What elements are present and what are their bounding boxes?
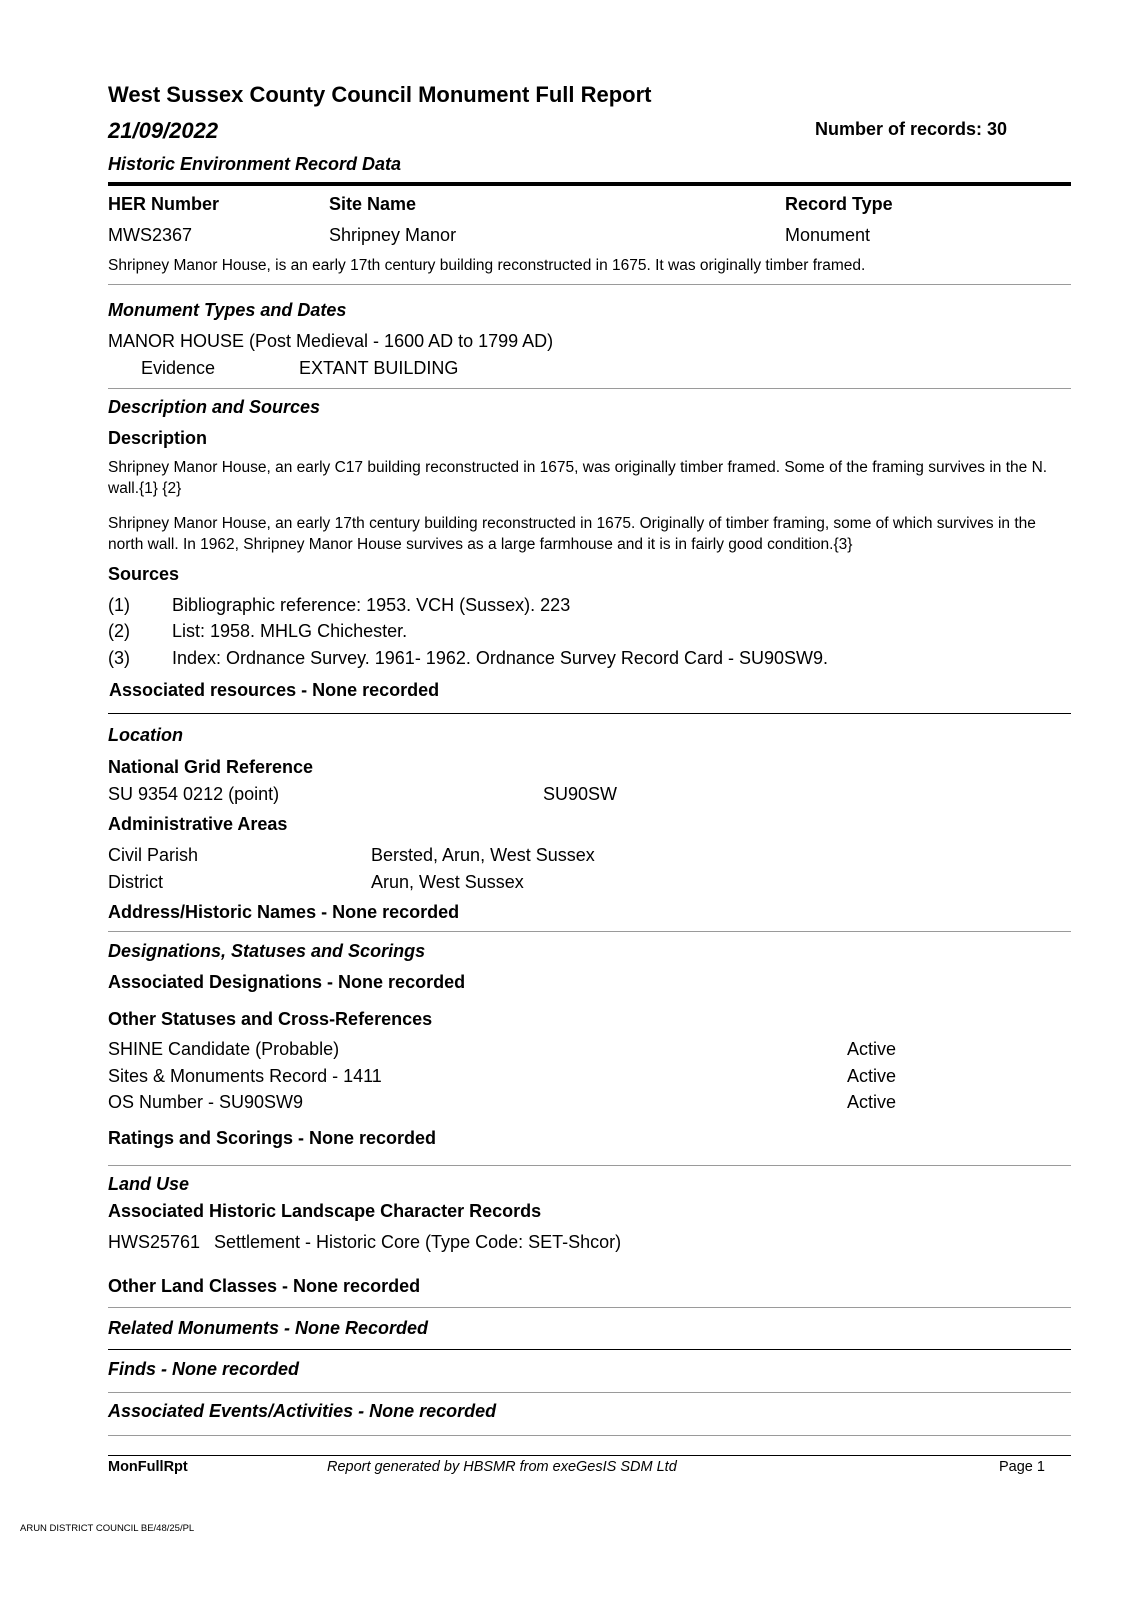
status-name: Sites & Monuments Record - 1411 bbox=[108, 1066, 382, 1086]
hlc-id: HWS25761 bbox=[108, 1232, 201, 1252]
associated-resources: Associated resources - None recorded bbox=[109, 680, 440, 700]
hlc-text: Settlement - Historic Core (Type Code: SET-Shcor) bbox=[214, 1232, 622, 1252]
footer-report-code: MonFullRpt bbox=[108, 1459, 188, 1475]
source-text: List: 1958. MHLG Chichester. bbox=[172, 621, 408, 641]
other-land-classes: Other Land Classes - None recorded bbox=[108, 1276, 421, 1296]
area-label: District bbox=[108, 872, 163, 892]
admin-areas-label: Administrative Areas bbox=[108, 814, 288, 834]
types-heading: Monument Types and Dates bbox=[108, 300, 347, 320]
finds: Finds - None recorded bbox=[108, 1359, 300, 1379]
report-date: 21/09/2022 bbox=[108, 118, 219, 143]
ngr-value: SU 9354 0212 (point) bbox=[108, 784, 280, 804]
report-title: West Sussex County Council Monument Full Report bbox=[108, 82, 652, 107]
monument-type-entry: MANOR HOUSE (Post Medieval - 1600 AD to 1799 AD) bbox=[108, 331, 554, 351]
status-name: OS Number - SU90SW9 bbox=[108, 1092, 304, 1112]
source-text: Index: Ordnance Survey. 1961- 1962. Ordnance Survey Record Card - SU90SW9. bbox=[172, 648, 828, 668]
col-record-type: Record Type bbox=[785, 194, 893, 214]
address-names: Address/Historic Names - None recorded bbox=[108, 902, 460, 922]
hlc-label: Associated Historic Landscape Character Records bbox=[108, 1201, 542, 1221]
divider bbox=[108, 1165, 1071, 1166]
landuse-heading: Land Use bbox=[108, 1174, 190, 1194]
associated-events: Associated Events/Activities - None recorded bbox=[108, 1401, 497, 1421]
divider bbox=[108, 1349, 1071, 1350]
location-heading: Location bbox=[108, 725, 183, 745]
description-heading: Description and Sources bbox=[108, 397, 321, 417]
divider bbox=[108, 284, 1071, 285]
her-number: MWS2367 bbox=[108, 225, 193, 245]
sources-label: Sources bbox=[108, 564, 180, 584]
associated-designations: Associated Designations - None recorded bbox=[108, 972, 466, 992]
evidence-label: Evidence bbox=[141, 358, 216, 378]
ngr-label: National Grid Reference bbox=[108, 757, 314, 777]
area-value: Arun, West Sussex bbox=[371, 872, 524, 892]
divider bbox=[108, 1392, 1071, 1393]
area-label: Civil Parish bbox=[108, 845, 199, 865]
divider bbox=[108, 713, 1071, 714]
col-her-number: HER Number bbox=[108, 194, 220, 214]
map-sheet: SU90SW bbox=[543, 784, 618, 804]
other-statuses-label: Other Statuses and Cross-References bbox=[108, 1009, 433, 1029]
site-name: Shripney Manor bbox=[329, 225, 457, 245]
source-number: (1) bbox=[108, 595, 130, 615]
footer-rule bbox=[108, 1455, 1071, 1456]
source-number: (2) bbox=[108, 621, 130, 641]
council-stamp: ARUN DISTRICT COUNCIL BE/48/25/PL bbox=[20, 1523, 195, 1534]
divider bbox=[108, 931, 1071, 932]
area-value: Bersted, Arun, West Sussex bbox=[371, 845, 595, 865]
description-paragraph-1: Shripney Manor House, an early C17 building reconstructed in 1675, was originally timber framed. Some of the framing survives in the N. wall.{1} {2} bbox=[108, 459, 1048, 497]
divider bbox=[108, 1307, 1071, 1308]
source-number: (3) bbox=[108, 648, 130, 668]
evidence-value: EXTANT BUILDING bbox=[299, 358, 459, 378]
status-value: Active bbox=[847, 1092, 897, 1112]
designations-heading: Designations, Statuses and Scorings bbox=[108, 941, 426, 961]
ratings-scorings: Ratings and Scorings - None recorded bbox=[108, 1128, 437, 1148]
col-site-name: Site Name bbox=[329, 194, 417, 214]
related-monuments: Related Monuments - None Recorded bbox=[108, 1318, 429, 1338]
description-subheading: Description bbox=[108, 428, 208, 448]
footer-page-number: Page 1 bbox=[999, 1459, 1045, 1475]
report-subtitle: Historic Environment Record Data bbox=[108, 154, 402, 174]
record-type: Monument bbox=[785, 225, 871, 245]
description-paragraph-2: Shripney Manor House, an early 17th century building reconstructed in 1675. Originally of timber framing, some of which survives in the north wall. In 1962, Shripney Manor House survives as a large farmhouse and it is in fairly good condition.{3} bbox=[108, 515, 1036, 553]
header-rule bbox=[108, 182, 1071, 186]
divider bbox=[108, 1435, 1071, 1436]
source-text: Bibliographic reference: 1953. VCH (Sussex). 223 bbox=[172, 595, 571, 615]
status-value: Active bbox=[847, 1039, 897, 1059]
divider bbox=[108, 388, 1071, 389]
footer-generated-by: Report generated by HBSMR from exeGesIS SDM Ltd bbox=[327, 1459, 677, 1475]
status-name: SHINE Candidate (Probable) bbox=[108, 1039, 340, 1059]
records-count: Number of records: 30 bbox=[815, 119, 1008, 139]
status-value: Active bbox=[847, 1066, 897, 1086]
record-summary: Shripney Manor House, is an early 17th century building reconstructed in 1675. It was originally timber framed. bbox=[108, 257, 866, 274]
